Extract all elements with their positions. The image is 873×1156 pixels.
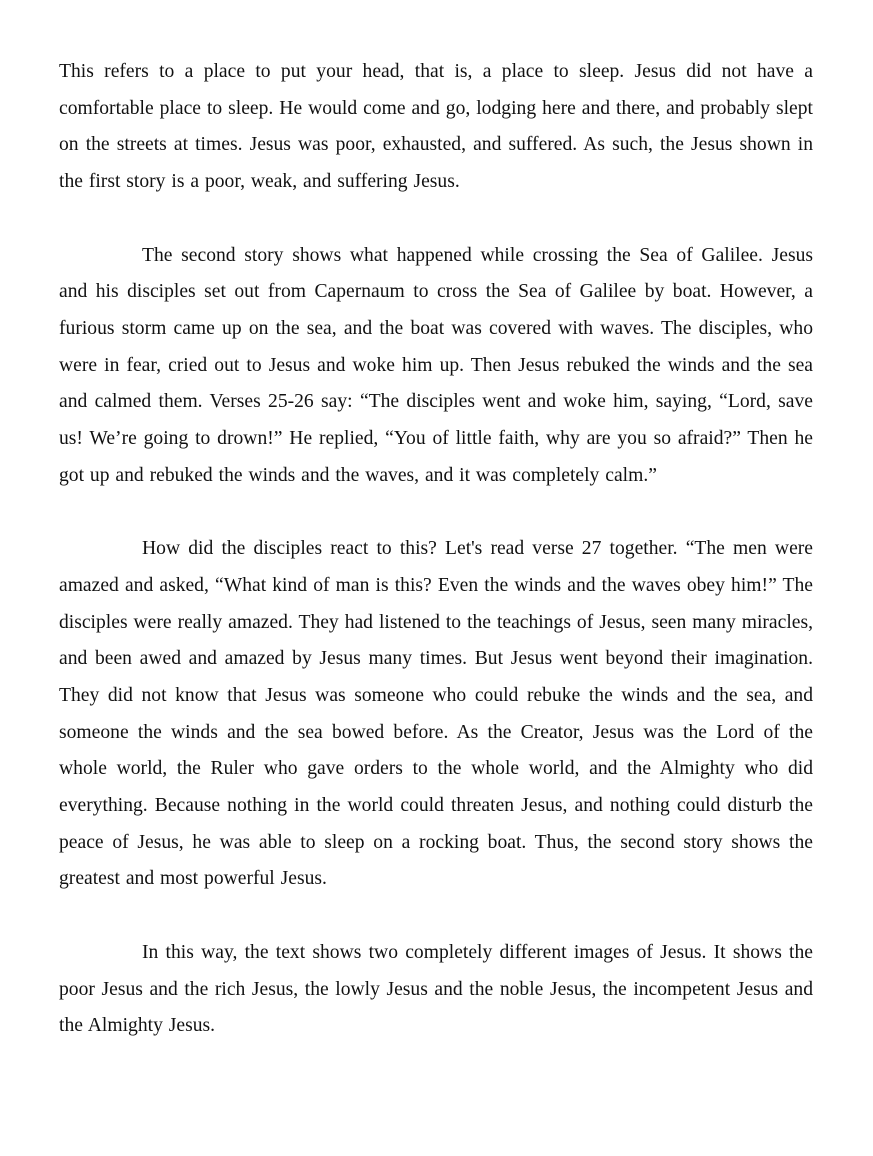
paragraph-first-story-conclusion: This refers to a place to put your head, that is, a place to sleep. Jesus did not have a comfortable place to sleep. He would come and go, lodging here and there, and probably slept on the streets at times. Jesus was poor, exhausted, and suffered. As such, the Jesus shown in the first story is a poor, weak, and suffering Jesus. [59, 61, 813, 193]
document-page [59, 54, 813, 1045]
paragraph-second-story: The second story shows what happened while crossing the Sea of Galilee. Jesus and his disciples set out from Capernaum to cross the Sea of Galilee by boat. However, a furious storm came up on the sea, and the boat was covered with waves. The disciples, who were in fear, cried out to Jesus and woke him up. Then Jesus rebuked the winds and the sea and calmed them. Verses 25-26 say: “The disciples went and woke him, saying, “Lord, save us! We’re going to drown!” He replied, “You of little faith, why are you so afraid?” Then he got up and rebuked the winds and the waves, and it was completely calm.” [59, 244, 813, 486]
paragraph-two-images: In this way, the text shows two completely different images of Jesus. It shows the poor Jesus and the rich Jesus, the lowly Jesus and the noble Jesus, the incompetent Jesus and the Almighty Jesus. [59, 941, 813, 1037]
paragraph-disciples-reaction: How did the disciples react to this? Let's read verse 27 together. “The men were amazed and asked, “What kind of man is this? Even the winds and the waves obey him!” The disciples were really amazed. They had listened to the teachings of Jesus, seen many miracles, and been awed and amazed by Jesus many times. But Jesus went beyond their imagination. They did not know that Jesus was someone who could rebuke the winds and the sea, and someone the winds and the sea bowed before. As the Creator, Jesus was the Lord of the whole world, the Ruler who gave orders to the whole world, and the Almighty who did everything. Because nothing in the world could threaten Jesus, and nothing could disturb the peace of Jesus, he was able to sleep on a rocking boat. Thus, the second story shows the greatest and most powerful Jesus. [59, 538, 813, 890]
